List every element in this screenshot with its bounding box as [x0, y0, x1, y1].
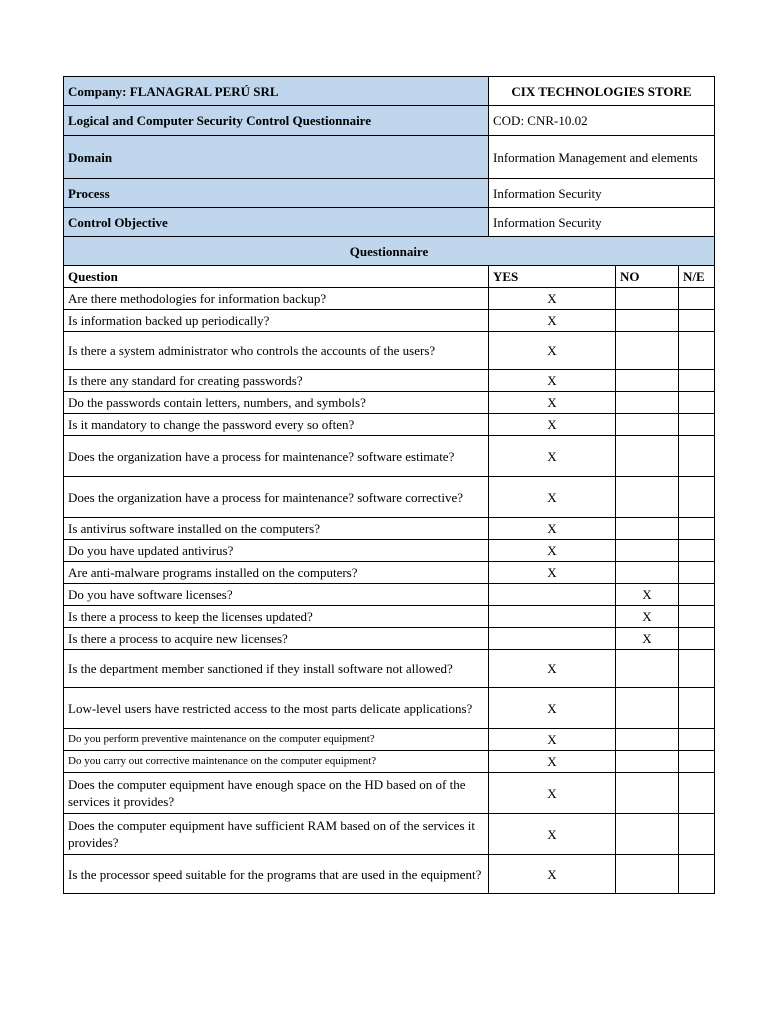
answer-ne-cell: [679, 310, 715, 332]
question-text: Is there a process to keep the licenses updated?: [64, 606, 489, 628]
table-row: [64, 773, 715, 814]
domain-label: Domain: [64, 136, 489, 179]
section-row: [64, 237, 715, 266]
answer-yes-cell: X: [489, 288, 616, 310]
question-text: Do you perform preventive maintenance on the computer equipment?: [64, 729, 489, 751]
answer-yes-cell: [489, 584, 616, 606]
answer-ne-cell: [679, 773, 715, 814]
answer-no-cell: [616, 310, 679, 332]
answer-ne-cell: [679, 540, 715, 562]
answer-no-cell: [616, 370, 679, 392]
document-code: COD: CNR-10.02: [489, 106, 715, 136]
question-text: Do you have updated antivirus?: [64, 540, 489, 562]
questionnaire-title: Logical and Computer Security Control Questionnaire: [64, 106, 489, 136]
answer-no-cell: [616, 436, 679, 477]
process-value: Information Security: [489, 179, 715, 208]
answer-ne-cell: [679, 392, 715, 414]
answer-yes-cell: X: [489, 332, 616, 370]
answer-no-cell: [616, 332, 679, 370]
answer-ne-cell: [679, 606, 715, 628]
question-text: Is the department member sanctioned if they install software not allowed?: [64, 650, 489, 688]
answer-ne-cell: [679, 729, 715, 751]
store-name: CIX TECHNOLOGIES STORE: [489, 77, 715, 106]
table-row: [64, 562, 715, 584]
question-text: Do you have software licenses?: [64, 584, 489, 606]
answer-yes-cell: [489, 606, 616, 628]
answer-no-cell: X: [616, 584, 679, 606]
answer-no-cell: [616, 729, 679, 751]
answer-yes-cell: X: [489, 814, 616, 855]
company-row: [64, 77, 715, 106]
answer-yes-cell: X: [489, 729, 616, 751]
answer-yes-cell: X: [489, 562, 616, 584]
answer-ne-cell: [679, 584, 715, 606]
question-text: Does the computer equipment have enough space on the HD based on of the services it provides?: [64, 773, 489, 814]
answer-no-cell: [616, 562, 679, 584]
process-row: [64, 179, 715, 208]
question-text: Do the passwords contain letters, numbers, and symbols?: [64, 392, 489, 414]
answer-yes-cell: X: [489, 477, 616, 518]
answer-ne-cell: [679, 477, 715, 518]
answer-no-cell: [616, 855, 679, 894]
table-row: [64, 518, 715, 540]
answer-yes-cell: X: [489, 688, 616, 729]
question-text: Are there methodologies for information backup?: [64, 288, 489, 310]
table-row: [64, 370, 715, 392]
answer-ne-cell: [679, 518, 715, 540]
question-text: Is antivirus software installed on the computers?: [64, 518, 489, 540]
answer-no-cell: [616, 773, 679, 814]
column-header-yes: YES: [489, 266, 616, 288]
title-row: [64, 106, 715, 136]
question-text: Are anti-malware programs installed on the computers?: [64, 562, 489, 584]
table-row: [64, 332, 715, 370]
column-header-row: [64, 266, 715, 288]
answer-yes-cell: X: [489, 540, 616, 562]
question-text: Is information backed up periodically?: [64, 310, 489, 332]
answer-no-cell: [616, 540, 679, 562]
security-questionnaire-table: [63, 76, 715, 894]
table-row: [64, 628, 715, 650]
question-text: Is there any standard for creating passwords?: [64, 370, 489, 392]
table-row: [64, 729, 715, 751]
objective-label: Control Objective: [64, 208, 489, 237]
question-text: Does the computer equipment have sufficient RAM based on of the services it provides?: [64, 814, 489, 855]
table-row: [64, 855, 715, 894]
answer-ne-cell: [679, 370, 715, 392]
answer-yes-cell: [489, 628, 616, 650]
table-row: [64, 688, 715, 729]
answer-ne-cell: [679, 414, 715, 436]
company-name: Company: FLANAGRAL PERÚ SRL: [64, 77, 489, 106]
table-row: [64, 540, 715, 562]
answer-yes-cell: X: [489, 414, 616, 436]
table-row: [64, 477, 715, 518]
answer-ne-cell: [679, 688, 715, 729]
column-header-ne: N/E: [679, 266, 715, 288]
table-row: [64, 436, 715, 477]
answer-no-cell: [616, 814, 679, 855]
answer-ne-cell: [679, 288, 715, 310]
answer-yes-cell: X: [489, 370, 616, 392]
question-text: Is there a system administrator who controls the accounts of the users?: [64, 332, 489, 370]
question-text: Is it mandatory to change the password every so often?: [64, 414, 489, 436]
question-text: Low-level users have restricted access to the most parts delicate applications?: [64, 688, 489, 729]
answer-no-cell: [616, 477, 679, 518]
question-text: Does the organization have a process for maintenance? software estimate?: [64, 436, 489, 477]
answer-ne-cell: [679, 650, 715, 688]
section-title: Questionnaire: [64, 237, 715, 266]
answer-ne-cell: [679, 751, 715, 773]
answer-no-cell: [616, 751, 679, 773]
domain-row: [64, 136, 715, 179]
column-header-question: Question: [64, 266, 489, 288]
question-text: Is there a process to acquire new licenses?: [64, 628, 489, 650]
answer-no-cell: [616, 650, 679, 688]
table-row: [64, 288, 715, 310]
table-row: [64, 751, 715, 773]
answer-yes-cell: X: [489, 773, 616, 814]
answer-no-cell: X: [616, 606, 679, 628]
table-row: [64, 606, 715, 628]
question-text: Does the organization have a process for maintenance? software corrective?: [64, 477, 489, 518]
answer-no-cell: X: [616, 628, 679, 650]
objective-value: Information Security: [489, 208, 715, 237]
table-row: [64, 414, 715, 436]
answer-yes-cell: X: [489, 855, 616, 894]
objective-row: [64, 208, 715, 237]
answer-no-cell: [616, 392, 679, 414]
domain-value: Information Management and elements: [489, 136, 715, 179]
answer-no-cell: [616, 518, 679, 540]
table-row: [64, 650, 715, 688]
process-label: Process: [64, 179, 489, 208]
answer-yes-cell: X: [489, 392, 616, 414]
answer-ne-cell: [679, 332, 715, 370]
answer-ne-cell: [679, 562, 715, 584]
answer-yes-cell: X: [489, 436, 616, 477]
answer-yes-cell: X: [489, 310, 616, 332]
answer-no-cell: [616, 688, 679, 729]
answer-ne-cell: [679, 436, 715, 477]
table-row: [64, 392, 715, 414]
table-row: [64, 310, 715, 332]
answer-yes-cell: X: [489, 751, 616, 773]
question-text: Do you carry out corrective maintenance on the computer equipment?: [64, 751, 489, 773]
answer-ne-cell: [679, 628, 715, 650]
table-row: [64, 814, 715, 855]
column-header-no: NO: [616, 266, 679, 288]
answer-ne-cell: [679, 814, 715, 855]
table-row: [64, 584, 715, 606]
answer-yes-cell: X: [489, 650, 616, 688]
question-text: Is the processor speed suitable for the programs that are used in the equipment?: [64, 855, 489, 894]
answer-no-cell: [616, 288, 679, 310]
answer-yes-cell: X: [489, 518, 616, 540]
answer-no-cell: [616, 414, 679, 436]
question-rows: [64, 288, 715, 894]
answer-ne-cell: [679, 855, 715, 894]
